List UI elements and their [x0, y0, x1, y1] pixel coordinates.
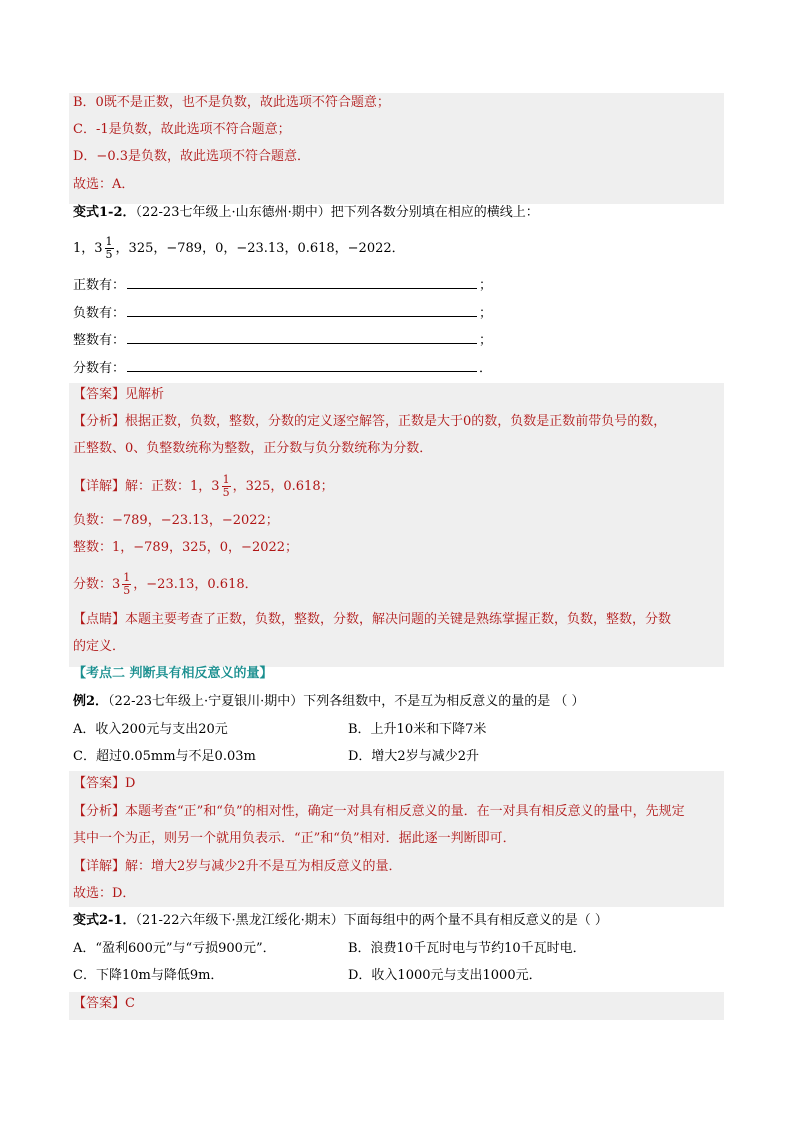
negative-answer-line: 负数：−789，−23.13，−2022；: [73, 513, 279, 528]
fraction-denominator: 5: [123, 584, 131, 597]
option-c: C．下降10m与降低9m．: [73, 968, 224, 983]
detail-row: [73, 858, 402, 876]
example-2-stem: [73, 693, 585, 711]
question-2-1-stem: [73, 912, 608, 930]
option-a: A．收入200元与支出20元: [73, 722, 228, 737]
option-a: A．“盈利600元”与“亏损900元”．: [73, 941, 276, 956]
answer-text: D: [125, 776, 136, 791]
point-row: [73, 611, 671, 629]
analysis-continued: 其中一个为正，则另一个就用负表示．“正”和“负”相对．据此逐一判断即可．: [73, 831, 516, 846]
detail-text: 解：正数：1，3: [125, 479, 220, 494]
detail-tag: 【详解】: [73, 479, 126, 494]
positive-answer-blank[interactable]: [127, 276, 477, 289]
number-list-part-b: ，325，−789，0，−23.13，0.618，−2022．: [115, 241, 405, 256]
fraction-numerator: 1: [222, 473, 230, 486]
example-2-options-ab: [73, 721, 713, 739]
analysis-text: 本题考查“正”和“负”的相对性，确定一对具有相反意义的量．在一对具有相反意义的量中，先规定: [125, 804, 685, 819]
section-title: 【考点二 判断具有相反意义的量】: [73, 666, 273, 681]
answer-tag: 【答案】: [73, 387, 126, 402]
fraction-numerator: 1: [123, 571, 131, 584]
analysis-continued: 正整数、0、负整数统称为整数，正分数与负分数统称为分数．: [73, 441, 433, 456]
integer-answer-line: 整数：1，−789，325，0，−2022；: [73, 540, 299, 555]
detail-tag: 【详解】: [73, 859, 126, 874]
fraction-denominator: 5: [105, 248, 113, 261]
negative-blank-row: [73, 304, 492, 323]
fraction-answer-blank[interactable]: [127, 359, 477, 372]
integer-answer-blank[interactable]: [127, 331, 477, 344]
row-end: ；: [479, 306, 493, 321]
final-choice: 故选：D．: [73, 886, 136, 901]
answer-text: C: [125, 996, 135, 1011]
number-list-part-a: 1，3: [73, 241, 103, 256]
answer-text: 见解析: [125, 387, 165, 402]
analysis-row: [73, 413, 666, 431]
analysis-row: [73, 803, 685, 821]
question-label: 变式2-1．: [73, 913, 136, 928]
fraction: [222, 474, 231, 499]
option-c: C．超过0.05mm与不足0.03m: [73, 749, 256, 764]
negative-label: 负数有：: [73, 306, 126, 321]
answer-row: [73, 775, 135, 793]
option-b: B．浪费10千瓦时电与节约10千瓦时电．: [348, 941, 586, 956]
option-b: B．上升10米和下降7米: [348, 722, 487, 737]
final-choice: 故选：A．: [73, 177, 135, 192]
positive-blank-row: [73, 276, 492, 295]
negative-answer-blank[interactable]: [127, 304, 477, 317]
fraction-numerator: 1: [105, 235, 113, 248]
detail-text: 解：增大2岁与减少2升不是互为相反意义的量．: [125, 859, 402, 874]
example-text: （22-23七年级上·宁夏银川·期中）下列各组数中，不是互为相反意义的量的是 （ ）: [108, 694, 585, 709]
analysis-tag: 【分析】: [73, 414, 126, 429]
positive-label: 正数有：: [73, 278, 126, 293]
fraction: [105, 236, 114, 261]
number-list: [73, 236, 405, 261]
row-end: ．: [479, 361, 493, 376]
answer-tag: 【答案】: [73, 776, 126, 791]
question-2-1-options-ab: [73, 940, 713, 958]
option-c-explanation: C．-1是负数，故此选项不符合题意；: [73, 122, 291, 137]
fraction-label: 分数有：: [73, 361, 126, 376]
answer-row: [73, 995, 135, 1013]
detail-row: [73, 474, 334, 499]
point-tag: 【点睛】: [73, 612, 126, 627]
analysis-tag: 【分析】: [73, 804, 126, 819]
question-2-1-options-cd: [73, 967, 713, 985]
example-label: 例2．: [73, 694, 109, 709]
fraction-denominator: 5: [222, 486, 230, 499]
integer-blank-row: [73, 331, 492, 350]
question-1-2-stem: [73, 204, 539, 222]
point-continued: 的定义．: [73, 639, 126, 654]
answer-tag: 【答案】: [73, 996, 126, 1011]
row-end: ；: [479, 278, 493, 293]
option-d-explanation: D．−0.3是负数，故此选项不符合题意．: [73, 149, 310, 164]
option-d: D．增大2岁与减少2升: [348, 749, 479, 764]
detail-text-end: ，325，0.618；: [232, 479, 334, 494]
example-2-options-cd: [73, 748, 713, 766]
question-text: （21-22六年级下·黑龙江绥化·期末）下面每组中的两个量不具有相反意义的是（ ）: [135, 913, 608, 928]
question-text: （22-23七年级上·山东德州·期中）把下列各数分别填在相应的横线上：: [135, 205, 539, 220]
fraction-answer-line: [73, 572, 258, 597]
question-label: 变式1-2．: [73, 205, 136, 220]
option-b-explanation: B．0既不是正数，也不是负数，故此选项不符合题意；: [73, 95, 390, 110]
fraction: [122, 572, 131, 597]
fraction-answer-post: ，−23.13，0.618．: [133, 577, 258, 592]
fraction-blank-row: [73, 359, 492, 378]
integer-label: 整数有：: [73, 333, 126, 348]
analysis-text: 根据正数，负数，整数，分数的定义逐空解答，正数是大于0的数，负数是正数前带负号的数，: [125, 414, 667, 429]
answer-row: [73, 386, 164, 404]
option-d: D．收入1000元与支出1000元．: [348, 968, 542, 983]
fraction-answer-pre: 分数：3: [73, 577, 121, 592]
point-text: 本题主要考查了正数，负数，整数，分数，解决问题的关键是熟练掌握正数，负数，整数，分数: [125, 612, 672, 627]
answer-shade-4: [69, 992, 724, 1020]
row-end: ；: [479, 333, 493, 348]
